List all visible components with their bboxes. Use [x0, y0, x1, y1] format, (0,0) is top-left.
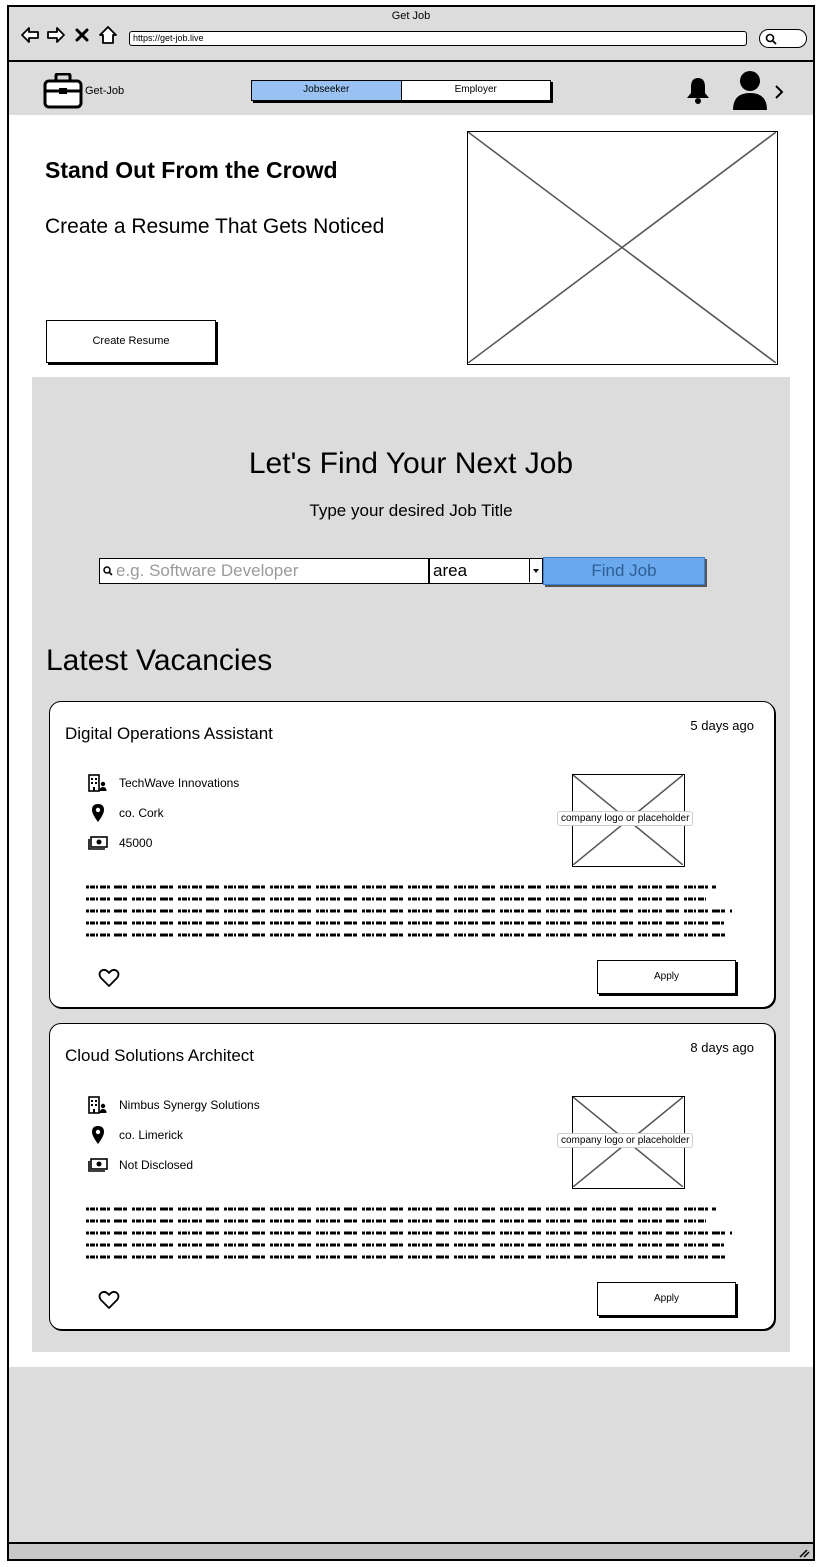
hero-subtitle: Create a Resume That Gets Noticed — [45, 215, 385, 238]
forward-icon[interactable] — [45, 24, 67, 46]
job-location-text: co. Cork — [119, 806, 164, 820]
job-location — [86, 1125, 183, 1145]
search-icon — [765, 33, 777, 45]
job-card — [49, 1023, 775, 1330]
job-location-text: co. Limerick — [119, 1128, 184, 1142]
chevron-right-icon[interactable] — [773, 84, 785, 105]
job-company — [86, 1096, 260, 1114]
map-pin-icon — [86, 1125, 110, 1145]
search-icon — [103, 566, 113, 576]
create-resume-button[interactable]: Create Resume — [46, 320, 216, 363]
money-icon — [86, 1158, 110, 1172]
tab-employer[interactable]: Employer — [402, 81, 551, 100]
building-icon — [86, 1096, 110, 1114]
job-title-input[interactable] — [116, 561, 416, 581]
bell-icon[interactable] — [685, 76, 711, 109]
job-company-name: TechWave Innovations — [119, 776, 240, 790]
briefcase-icon — [43, 73, 83, 109]
area-select-value: area — [433, 561, 468, 580]
user-icon[interactable] — [731, 70, 769, 115]
job-card — [49, 701, 775, 1008]
job-company-name: Nimbus Synergy Solutions — [119, 1098, 260, 1112]
job-title[interactable]: Digital Operations Assistant — [65, 724, 273, 743]
money-icon — [86, 836, 110, 850]
hero-section — [32, 115, 790, 377]
chevron-down-icon[interactable] — [529, 559, 542, 582]
job-salary-text: 45000 — [119, 836, 153, 850]
job-posted: 5 days ago — [690, 718, 754, 733]
find-subtitle: Type your desired Job Title — [309, 501, 513, 520]
url-bar[interactable]: https://get-job.live — [129, 31, 747, 46]
job-search[interactable] — [99, 558, 429, 584]
job-salary — [86, 836, 152, 850]
page-margin-right — [790, 115, 813, 1367]
hero-title: Stand Out From the Crowd — [45, 157, 338, 183]
company-logo-label: company logo or placeholder — [557, 1133, 693, 1148]
resize-handle-icon[interactable] — [796, 1546, 810, 1558]
browser-nav — [19, 24, 119, 46]
building-icon — [86, 774, 110, 792]
app-header — [9, 64, 813, 114]
back-icon[interactable] — [19, 24, 41, 46]
find-job-button[interactable]: Find Job — [543, 557, 705, 585]
browser-window — [7, 5, 815, 1561]
logo[interactable] — [43, 73, 124, 109]
browser-chrome — [9, 7, 813, 62]
job-location — [86, 803, 164, 823]
job-posted: 8 days ago — [690, 1040, 754, 1055]
role-toggle — [251, 80, 551, 101]
latest-vacancies-title: Latest Vacancies — [46, 644, 273, 677]
heart-icon[interactable] — [98, 968, 120, 993]
hero-image-placeholder — [467, 131, 778, 365]
heart-icon[interactable] — [98, 1290, 120, 1315]
window-title: Get Job — [391, 10, 431, 22]
tab-jobseeker[interactable]: Jobseeker — [252, 81, 402, 100]
job-title[interactable]: Cloud Solutions Architect — [65, 1046, 254, 1065]
job-description-placeholder — [86, 1204, 732, 1271]
area-select[interactable] — [429, 558, 543, 584]
status-bar — [9, 1542, 813, 1561]
apply-button[interactable]: Apply — [597, 1282, 736, 1316]
browser-search[interactable] — [759, 29, 807, 48]
footer-divider — [9, 1352, 813, 1367]
close-icon[interactable] — [71, 24, 93, 46]
home-icon[interactable] — [97, 24, 119, 46]
logo-text: Get-Job — [85, 85, 125, 97]
find-title: Let's Find Your Next Job — [248, 447, 574, 480]
job-company — [86, 774, 239, 792]
company-logo-label: company logo or placeholder — [557, 811, 693, 826]
page-margin-left — [9, 115, 32, 1367]
job-description-placeholder — [86, 882, 732, 949]
job-salary — [86, 1158, 193, 1172]
footer-area — [9, 1367, 813, 1542]
apply-button[interactable]: Apply — [597, 960, 736, 994]
map-pin-icon — [86, 803, 110, 823]
job-salary-text: Not Disclosed — [119, 1158, 194, 1172]
